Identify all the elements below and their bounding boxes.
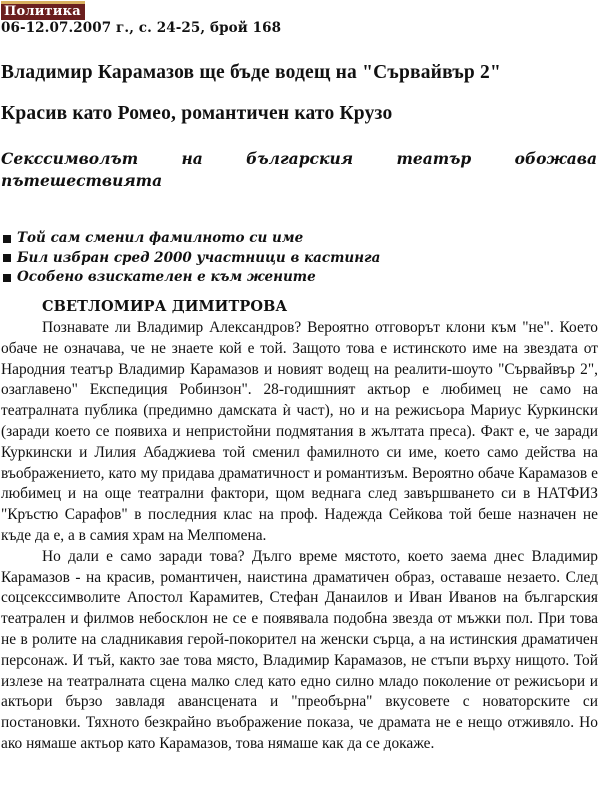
article-body <box>1 318 598 755</box>
highlight-item <box>1 249 380 269</box>
highlight-text: Особено взискателен е към жените <box>17 269 316 285</box>
square-bullet-icon <box>3 235 11 243</box>
body-paragraph: Познавате ли Владимир Александров? Вероятно отговорът клони към "не". Което обаче не означава, че не знаете кой е той. Защото това е истинското име на звездата от Народния театър Владимир Карамазов и новият водещ на реалити-шоуто "Сървайвър 2", озаглавено" Експедиция Робинзон". 28-годишният актьор е любимец не само на театралната публика (предимно дамската ѝ част), но и на режисьора Мариус Куркински (заради което се появиха и непристойни подмятания в жълтата преса). Факт е, че заради Куркински и Лилия Абаджиева той сменил фамилното си име, което само действа на въображението, като му придава драматичност и романтизъм. Вероятно обаче Карамазов е любимец и на още театрални фактори, щом веднага след завършването си в НАТФИЗ "Кръстю Сарафов" в последния клас на проф. Надежда Сейкова той беше назначен не къде да е, а в самия храм на Мелпомена. <box>1 319 598 544</box>
issue-dateline: 06-12.07.2007 г., с. 24-25, брой 168 <box>1 20 282 36</box>
highlight-text: Бил избран сред 2000 участници в кастинга <box>17 249 381 266</box>
highlight-item <box>1 268 380 288</box>
square-bullet-icon <box>3 254 11 262</box>
publication-logo: Политика <box>1 1 85 20</box>
kicker-line-1 <box>1 148 597 170</box>
highlight-item <box>1 229 380 249</box>
square-bullet-icon <box>3 274 11 282</box>
author-byline: СВЕТЛОМИРА ДИМИТРОВА <box>42 298 288 315</box>
kicker-word: обожава <box>514 149 597 168</box>
highlight-text: Той сам сменил фамилното си име <box>17 230 304 246</box>
article-kicker <box>1 148 597 192</box>
kicker-word: Сексcимволът <box>1 149 139 168</box>
kicker-word: театър <box>396 149 472 168</box>
body-paragraph: Но дали е само заради това? Дълго време мястото, което заема днес Владимир Карамазов - на красив, романтичен, наистина драматичен образ, оставаше незаето. След соцсекссимволите Апостол Карамитев, Стефан Данаилов и Иван Иванов на българския театрален и филмов небосклон не се е появявала подобна звезда от мъжки пол. При това не в ролите на сладникавия герой-покорител на женски сърца, а на истинския драматичен персонаж. И тъй, както зае това място, Владимир Карамазов, не стъпи върху нищото. Той излезе на театралната сцена малко след като едно силно младо поколение от режисьори и актьори бързо завладя авансцената и "преобърна" вкусовете с новаторските си постановки. Тяхното безкрайно въображение показа, че драмата не е нещо отживяло. Но ако нямаше актьор като Карамазов, това нямаше как да се докаже. <box>1 547 598 752</box>
highlights-list <box>1 229 380 288</box>
article-headline: Владимир Карамазов ще бъде водещ на "Сървайвър 2" <box>1 62 502 83</box>
kicker-word: българския <box>246 149 354 168</box>
article-subheadline: Красив като Ромео, романтичен като Крузо <box>1 103 393 124</box>
kicker-word: на <box>181 149 203 168</box>
kicker-line-2: пътешествията <box>1 171 163 190</box>
